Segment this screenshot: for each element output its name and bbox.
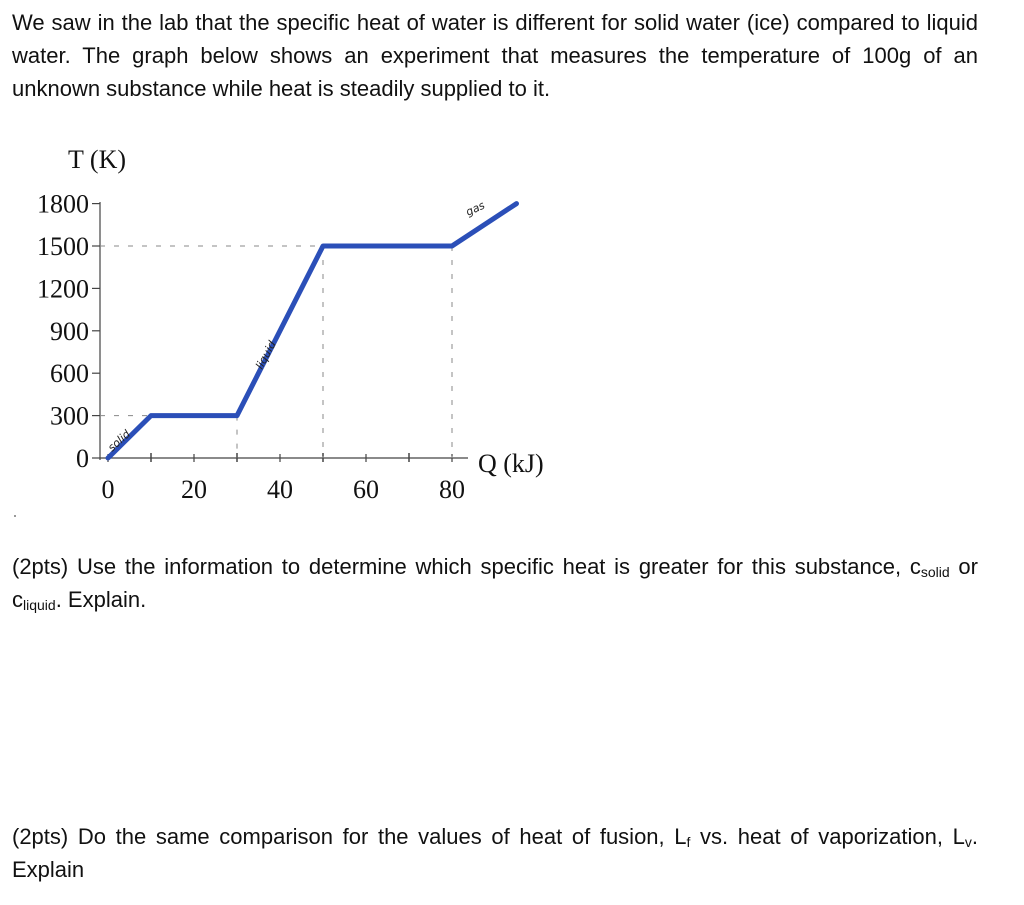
- question-1-prefix: (2pts) Use the information to determine which specific heat is greater for this substance,: [12, 554, 902, 579]
- c-solid-subscript: solid: [920, 564, 950, 580]
- question-2-prefix: (2pts) Do the same comparison for the values of heat of fusion, L: [12, 824, 687, 849]
- y-tick-label: 1200: [37, 274, 89, 304]
- question-2-suffix: . Explain: [12, 824, 978, 882]
- y-tick-label: 1800: [37, 189, 89, 219]
- y-tick-label: 1500: [37, 232, 89, 261]
- temperature-heat-chart: [0, 130, 600, 510]
- stray-dot: [14, 515, 16, 517]
- c-liquid-subscript: liquid: [23, 597, 56, 613]
- x-axis-ticks: [100, 453, 468, 504]
- lf-subscript: f: [686, 834, 691, 850]
- x-tick-label: 40: [267, 475, 293, 504]
- data-series-line: [108, 204, 517, 458]
- y-axis-ticks: [37, 190, 100, 473]
- question-2: [12, 820, 978, 886]
- x-tick-label: 80: [439, 475, 465, 504]
- y-axis-label: T (K): [68, 145, 127, 174]
- intro-paragraph: We saw in the lab that the specific heat of water is different for solid water (ice) compared to liquid water. The graph below shows an experiment that measures the temperature of 100g of an unknown substance while heat is steadily supplied to it.: [12, 10, 978, 101]
- question-2-middle: vs. heat of vaporization, L: [690, 824, 965, 849]
- c-liquid-symbol: c: [12, 587, 23, 612]
- c-solid-symbol: c: [909, 554, 921, 579]
- annotation-liquid: liquid: [253, 338, 279, 372]
- x-tick-label: 0: [101, 475, 115, 504]
- guide-lines: [100, 246, 452, 458]
- y-tick-label: 600: [50, 359, 89, 389]
- y-tick-label: 900: [50, 316, 89, 346]
- annotation-solid: solid: [105, 427, 134, 455]
- x-axis-label: Q (kJ): [478, 449, 544, 478]
- annotation-gas: gas: [463, 198, 487, 219]
- question-1: [12, 550, 978, 616]
- or-text: or: [949, 554, 978, 579]
- lv-subscript: v: [964, 834, 972, 850]
- x-tick-label: 20: [181, 475, 207, 504]
- y-tick-label: 0: [76, 444, 89, 473]
- question-1-suffix: . Explain.: [55, 587, 147, 612]
- y-tick-label: 300: [50, 401, 89, 431]
- x-tick-label: 60: [353, 475, 379, 504]
